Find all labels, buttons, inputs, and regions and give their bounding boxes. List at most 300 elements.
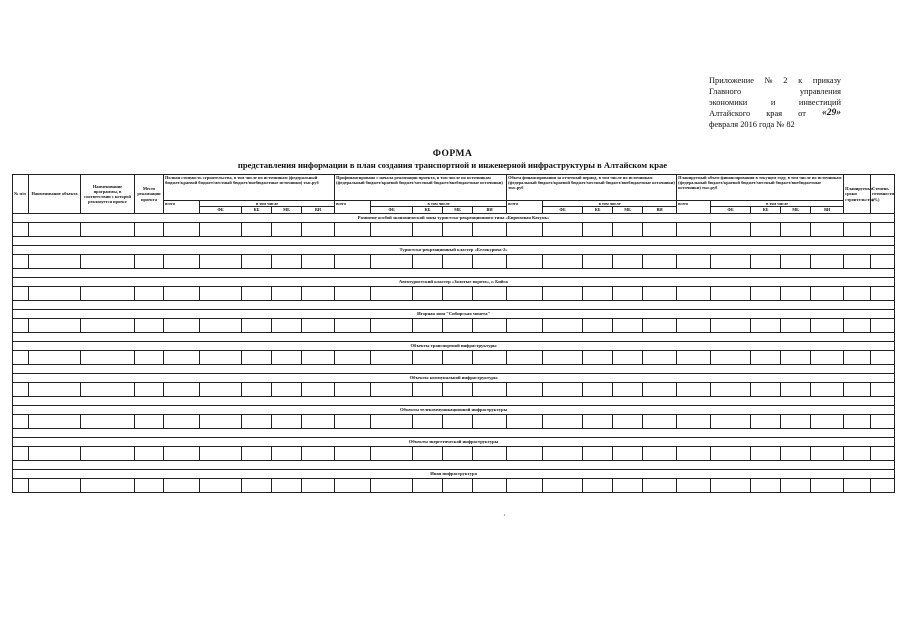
table-cell[interactable] <box>135 383 164 397</box>
table-cell[interactable] <box>242 479 272 493</box>
table-cell[interactable] <box>302 223 335 237</box>
table-cell[interactable] <box>81 351 135 365</box>
table-cell[interactable] <box>335 351 371 365</box>
table-cell[interactable] <box>371 479 413 493</box>
table-row <box>13 447 895 461</box>
table-cell[interactable] <box>543 351 583 365</box>
table-cell[interactable] <box>335 223 371 237</box>
col-object-header: Наименование объекта <box>29 175 81 214</box>
spacer-row <box>13 397 895 406</box>
col-num-header: № п/п <box>13 175 29 214</box>
appendix-word: Главного <box>709 87 742 96</box>
table-cell[interactable] <box>242 447 272 461</box>
table-cell[interactable] <box>677 351 711 365</box>
table-cell[interactable] <box>371 351 413 365</box>
table-cell[interactable] <box>135 255 164 269</box>
table-cell[interactable] <box>473 351 507 365</box>
table-cell[interactable] <box>13 479 29 493</box>
table-cell[interactable] <box>781 319 811 333</box>
table-cell[interactable] <box>844 447 871 461</box>
group3-header: Объем финансирования за отчетный период, в том числе по источникам (федеральный бюджет/краевой бюджет/местный бюджет/внебюджетные источники) тыс.руб <box>507 175 677 201</box>
table-cell[interactable] <box>844 255 871 269</box>
table-cell[interactable] <box>29 383 81 397</box>
appendix-word: Алтайского <box>709 109 751 118</box>
stray-mark: · <box>503 511 506 520</box>
appendix-block <box>709 75 841 130</box>
form-table <box>12 174 895 493</box>
table-cell[interactable] <box>507 415 543 429</box>
section-row <box>13 214 895 223</box>
table-cell[interactable] <box>335 447 371 461</box>
table-cell[interactable] <box>613 223 643 237</box>
table-cell[interactable] <box>781 287 811 301</box>
incl-header: в том числе <box>371 201 507 207</box>
table-cell[interactable] <box>413 351 443 365</box>
table-cell[interactable] <box>29 319 81 333</box>
table-cell[interactable] <box>135 479 164 493</box>
table-cell[interactable] <box>751 447 781 461</box>
table-cell[interactable] <box>272 383 302 397</box>
table-cell[interactable] <box>413 479 443 493</box>
table-cell[interactable] <box>29 223 81 237</box>
table-cell[interactable] <box>811 447 844 461</box>
table-cell[interactable] <box>200 447 242 461</box>
table-cell[interactable] <box>13 223 29 237</box>
table-cell[interactable] <box>29 255 81 269</box>
table-cell[interactable] <box>507 447 543 461</box>
table-cell[interactable] <box>200 415 242 429</box>
table-cell[interactable] <box>13 383 29 397</box>
appendix-line-1 <box>709 75 841 86</box>
table-cell[interactable] <box>443 319 473 333</box>
table-cell[interactable] <box>871 287 895 301</box>
table-cell[interactable] <box>371 223 413 237</box>
table-cell[interactable] <box>335 319 371 333</box>
source-kb-header: КБ <box>242 207 272 214</box>
table-cell[interactable] <box>272 287 302 301</box>
table-cell[interactable] <box>272 223 302 237</box>
table-cell[interactable] <box>871 415 895 429</box>
table-cell[interactable] <box>164 223 200 237</box>
section-title: Туристско-рекреационный кластер «Белокуриха-2» <box>13 246 895 255</box>
table-cell[interactable] <box>583 223 613 237</box>
appendix-word: Приложение <box>709 76 754 85</box>
spacer-row <box>13 269 895 278</box>
table-cell[interactable] <box>711 351 751 365</box>
table-cell[interactable] <box>242 223 272 237</box>
table-cell[interactable] <box>751 223 781 237</box>
table-cell[interactable] <box>272 255 302 269</box>
source-mb-header: МБ <box>781 207 811 214</box>
table-cell[interactable] <box>272 319 302 333</box>
table-cell[interactable] <box>473 255 507 269</box>
table-cell[interactable] <box>302 319 335 333</box>
table-cell[interactable] <box>844 223 871 237</box>
table-cell[interactable] <box>711 415 751 429</box>
table-cell[interactable] <box>302 383 335 397</box>
table-cell[interactable] <box>413 255 443 269</box>
table-cell[interactable] <box>543 255 583 269</box>
table-cell[interactable] <box>643 319 677 333</box>
table-cell[interactable] <box>543 447 583 461</box>
table-cell[interactable] <box>302 255 335 269</box>
spacer-row <box>13 429 895 438</box>
table-cell[interactable] <box>583 255 613 269</box>
table-cell[interactable] <box>135 447 164 461</box>
table-cell[interactable] <box>29 447 81 461</box>
table-cell[interactable] <box>871 319 895 333</box>
table-cell[interactable] <box>711 319 751 333</box>
appendix-line-3 <box>709 97 841 108</box>
table-cell[interactable] <box>302 479 335 493</box>
table-cell[interactable] <box>677 415 711 429</box>
appendix-word: № <box>764 76 773 85</box>
table-cell[interactable] <box>583 319 613 333</box>
table-cell[interactable] <box>335 287 371 301</box>
table-cell[interactable] <box>242 255 272 269</box>
table-cell[interactable] <box>164 447 200 461</box>
table-cell[interactable] <box>781 415 811 429</box>
table-cell[interactable] <box>135 351 164 365</box>
table-row <box>13 319 895 333</box>
appendix-word: инвестиций <box>798 98 841 107</box>
table-cell[interactable] <box>507 287 543 301</box>
source-kb-header: КБ <box>751 207 781 214</box>
table-cell[interactable] <box>844 319 871 333</box>
table-cell[interactable] <box>751 287 781 301</box>
table-cell[interactable] <box>81 255 135 269</box>
table-cell[interactable] <box>677 383 711 397</box>
table-cell[interactable] <box>871 447 895 461</box>
table-cell[interactable] <box>164 287 200 301</box>
table-cell[interactable] <box>81 415 135 429</box>
table-cell[interactable] <box>811 255 844 269</box>
table-cell[interactable] <box>242 287 272 301</box>
table-cell[interactable] <box>135 319 164 333</box>
table-cell[interactable] <box>613 255 643 269</box>
source-vi-header: ВИ <box>811 207 844 214</box>
table-cell[interactable] <box>164 319 200 333</box>
table-cell[interactable] <box>781 479 811 493</box>
appendix-word: приказу <box>812 76 841 85</box>
table-cell[interactable] <box>583 351 613 365</box>
table-cell[interactable] <box>335 383 371 397</box>
table-cell[interactable] <box>613 415 643 429</box>
table-cell[interactable] <box>751 479 781 493</box>
table-cell[interactable] <box>164 255 200 269</box>
table-cell[interactable] <box>844 287 871 301</box>
table-cell[interactable] <box>200 479 242 493</box>
table-cell[interactable] <box>507 383 543 397</box>
spacer-row <box>13 365 895 374</box>
table-cell[interactable] <box>13 415 29 429</box>
spacer-row <box>13 461 895 470</box>
table-cell[interactable] <box>643 447 677 461</box>
table-cell[interactable] <box>711 479 751 493</box>
table-cell[interactable] <box>643 223 677 237</box>
table-cell[interactable] <box>242 415 272 429</box>
table-cell[interactable] <box>242 383 272 397</box>
table-cell[interactable] <box>583 287 613 301</box>
section-title: Развитие особой экономической зоны туристско-рекреационного типа «Бирюзовая Катунь» <box>13 214 895 223</box>
table-cell[interactable] <box>135 415 164 429</box>
table-cell[interactable] <box>473 319 507 333</box>
table-cell[interactable] <box>711 287 751 301</box>
table-cell[interactable] <box>200 223 242 237</box>
table-cell[interactable] <box>335 415 371 429</box>
table-cell[interactable] <box>811 351 844 365</box>
appendix-word: к <box>798 76 803 85</box>
table-cell[interactable] <box>443 479 473 493</box>
table-cell[interactable] <box>613 351 643 365</box>
table-cell[interactable] <box>871 383 895 397</box>
section-title: Автотуристский кластер «Золотые ворота», г. Бийск <box>13 278 895 287</box>
spacer-cell <box>13 429 895 438</box>
table-cell[interactable] <box>507 351 543 365</box>
table-cell[interactable] <box>443 415 473 429</box>
table-cell[interactable] <box>13 319 29 333</box>
table-cell[interactable] <box>811 287 844 301</box>
table-cell[interactable] <box>164 383 200 397</box>
table-cell[interactable] <box>81 223 135 237</box>
table-cell[interactable] <box>413 447 443 461</box>
table-cell[interactable] <box>242 351 272 365</box>
table-cell[interactable] <box>413 415 443 429</box>
table-cell[interactable] <box>443 223 473 237</box>
table-cell[interactable] <box>677 223 711 237</box>
table-cell[interactable] <box>473 415 507 429</box>
table-cell[interactable] <box>164 415 200 429</box>
table-cell[interactable] <box>443 255 473 269</box>
table-cell[interactable] <box>473 479 507 493</box>
table-cell[interactable] <box>507 255 543 269</box>
spacer-row <box>13 237 895 246</box>
table-cell[interactable] <box>302 447 335 461</box>
table-cell[interactable] <box>13 447 29 461</box>
table-cell[interactable] <box>272 479 302 493</box>
table-cell[interactable] <box>811 415 844 429</box>
table-cell[interactable] <box>413 319 443 333</box>
table-cell[interactable] <box>473 223 507 237</box>
table-cell[interactable] <box>13 255 29 269</box>
table-cell[interactable] <box>781 255 811 269</box>
table-cell[interactable] <box>443 447 473 461</box>
table-cell[interactable] <box>811 383 844 397</box>
section-title: Игорная зона "Сибирская монета" <box>13 310 895 319</box>
table-cell[interactable] <box>811 223 844 237</box>
table-cell[interactable] <box>164 479 200 493</box>
table-cell[interactable] <box>871 351 895 365</box>
table-cell[interactable] <box>811 319 844 333</box>
table-cell[interactable] <box>29 287 81 301</box>
table-cell[interactable] <box>135 223 164 237</box>
table-cell[interactable] <box>200 287 242 301</box>
total-header: всего <box>677 201 711 214</box>
table-cell[interactable] <box>751 383 781 397</box>
table-cell[interactable] <box>335 479 371 493</box>
table-cell[interactable] <box>751 351 781 365</box>
table-cell[interactable] <box>543 383 583 397</box>
table-row <box>13 415 895 429</box>
table-cell[interactable] <box>543 287 583 301</box>
table-cell[interactable] <box>302 351 335 365</box>
table-cell[interactable] <box>711 223 751 237</box>
table-cell[interactable] <box>81 383 135 397</box>
table-cell[interactable] <box>677 319 711 333</box>
section-row <box>13 470 895 479</box>
table-cell[interactable] <box>302 415 335 429</box>
table-cell[interactable] <box>781 447 811 461</box>
table-cell[interactable] <box>643 351 677 365</box>
table-cell[interactable] <box>272 351 302 365</box>
table-cell[interactable] <box>81 479 135 493</box>
table-cell[interactable] <box>613 287 643 301</box>
table-cell[interactable] <box>443 383 473 397</box>
spacer-cell <box>13 365 895 374</box>
source-kb-header: КБ <box>583 207 613 214</box>
total-header: всего <box>507 201 543 214</box>
table-cell[interactable] <box>711 447 751 461</box>
table-cell[interactable] <box>781 223 811 237</box>
table-cell[interactable] <box>242 319 272 333</box>
table-cell[interactable] <box>613 447 643 461</box>
table-cell[interactable] <box>81 447 135 461</box>
table-cell[interactable] <box>302 287 335 301</box>
table-cell[interactable] <box>507 319 543 333</box>
source-vi-header: ВИ <box>643 207 677 214</box>
table-cell[interactable] <box>507 223 543 237</box>
appendix-word: края <box>766 109 783 118</box>
table-cell[interactable] <box>613 479 643 493</box>
table-cell[interactable] <box>844 415 871 429</box>
table-cell[interactable] <box>643 255 677 269</box>
table-cell[interactable] <box>371 319 413 333</box>
table-cell[interactable] <box>643 383 677 397</box>
table-cell[interactable] <box>583 447 613 461</box>
col-program-header: Наименование программы, в соответствии с которой реализуется проект <box>81 175 135 214</box>
table-cell[interactable] <box>29 479 81 493</box>
section-row <box>13 438 895 447</box>
table-cell[interactable] <box>781 351 811 365</box>
appendix-word: экономики <box>709 98 748 107</box>
section-row <box>13 246 895 255</box>
table-cell[interactable] <box>413 287 443 301</box>
table-cell[interactable] <box>371 447 413 461</box>
table-cell[interactable] <box>335 255 371 269</box>
table-cell[interactable] <box>677 479 711 493</box>
table-cell[interactable] <box>583 415 613 429</box>
table-cell[interactable] <box>13 287 29 301</box>
table-cell[interactable] <box>29 415 81 429</box>
table-cell[interactable] <box>371 383 413 397</box>
table-cell[interactable] <box>844 351 871 365</box>
table-cell[interactable] <box>583 479 613 493</box>
table-cell[interactable] <box>871 255 895 269</box>
spacer-cell <box>13 333 895 342</box>
section-title: Объекты коммунальной инфраструктуры <box>13 374 895 383</box>
table-cell[interactable] <box>643 415 677 429</box>
source-kb-header: КБ <box>413 207 443 214</box>
header-row <box>13 175 895 201</box>
table-cell[interactable] <box>29 351 81 365</box>
table-cell[interactable] <box>811 479 844 493</box>
col-readiness-header: Степень готовности (%) <box>871 175 895 214</box>
table-cell[interactable] <box>543 479 583 493</box>
table-cell[interactable] <box>371 415 413 429</box>
table-cell[interactable] <box>677 447 711 461</box>
appendix-word: и <box>770 98 776 107</box>
table-cell[interactable] <box>473 287 507 301</box>
table-cell[interactable] <box>272 415 302 429</box>
table-cell[interactable] <box>613 383 643 397</box>
table-cell[interactable] <box>751 255 781 269</box>
table-cell[interactable] <box>371 255 413 269</box>
table-cell[interactable] <box>543 319 583 333</box>
table-cell[interactable] <box>643 287 677 301</box>
appendix-line-5: февраля 2016 года № 82 <box>709 120 795 129</box>
section-row <box>13 406 895 415</box>
table-cell[interactable] <box>543 223 583 237</box>
table-cell[interactable] <box>81 319 135 333</box>
table-row <box>13 287 895 301</box>
appendix-line-2 <box>709 86 841 97</box>
section-title: Иная инфраструктура <box>13 470 895 479</box>
table-cell[interactable] <box>272 447 302 461</box>
section-title: Объекты энергетической инфраструктуры <box>13 438 895 447</box>
table-cell[interactable] <box>473 447 507 461</box>
section-title: Объекты телекоммуникационной инфраструктуры <box>13 406 895 415</box>
table-cell[interactable] <box>871 479 895 493</box>
group2-header: Профинансировано с начала реализации проекта, в том числе по источникам (федеральный бюджет/краевой бюджет/местный бюджет/внебюджетные источники) <box>335 175 507 201</box>
source-fb-header: ФБ <box>200 207 242 214</box>
table-cell[interactable] <box>413 223 443 237</box>
table-cell[interactable] <box>371 287 413 301</box>
table-cell[interactable] <box>583 383 613 397</box>
appendix-line-4 <box>709 108 841 119</box>
table-cell[interactable] <box>613 319 643 333</box>
table-cell[interactable] <box>677 255 711 269</box>
table-cell[interactable] <box>473 383 507 397</box>
table-cell[interactable] <box>781 383 811 397</box>
table-cell[interactable] <box>443 287 473 301</box>
incl-header: в том числе <box>543 201 677 207</box>
table-cell[interactable] <box>643 479 677 493</box>
table-cell[interactable] <box>164 351 200 365</box>
table-cell[interactable] <box>711 255 751 269</box>
table-cell[interactable] <box>871 223 895 237</box>
table-cell[interactable] <box>751 319 781 333</box>
table-cell[interactable] <box>13 351 29 365</box>
table-cell[interactable] <box>413 383 443 397</box>
table-cell[interactable] <box>200 351 242 365</box>
table-cell[interactable] <box>81 287 135 301</box>
table-cell[interactable] <box>711 383 751 397</box>
table-cell[interactable] <box>751 415 781 429</box>
table-cell[interactable] <box>543 415 583 429</box>
total-header: всего <box>335 201 371 214</box>
table-cell[interactable] <box>200 255 242 269</box>
table-cell[interactable] <box>200 383 242 397</box>
table-cell[interactable] <box>677 287 711 301</box>
table-cell[interactable] <box>844 479 871 493</box>
section-row <box>13 310 895 319</box>
section-title: Объекты транспортной инфраструктуры <box>13 342 895 351</box>
table-cell[interactable] <box>200 319 242 333</box>
table-cell[interactable] <box>507 479 543 493</box>
table-cell[interactable] <box>844 383 871 397</box>
table-cell[interactable] <box>135 287 164 301</box>
table-cell[interactable] <box>443 351 473 365</box>
